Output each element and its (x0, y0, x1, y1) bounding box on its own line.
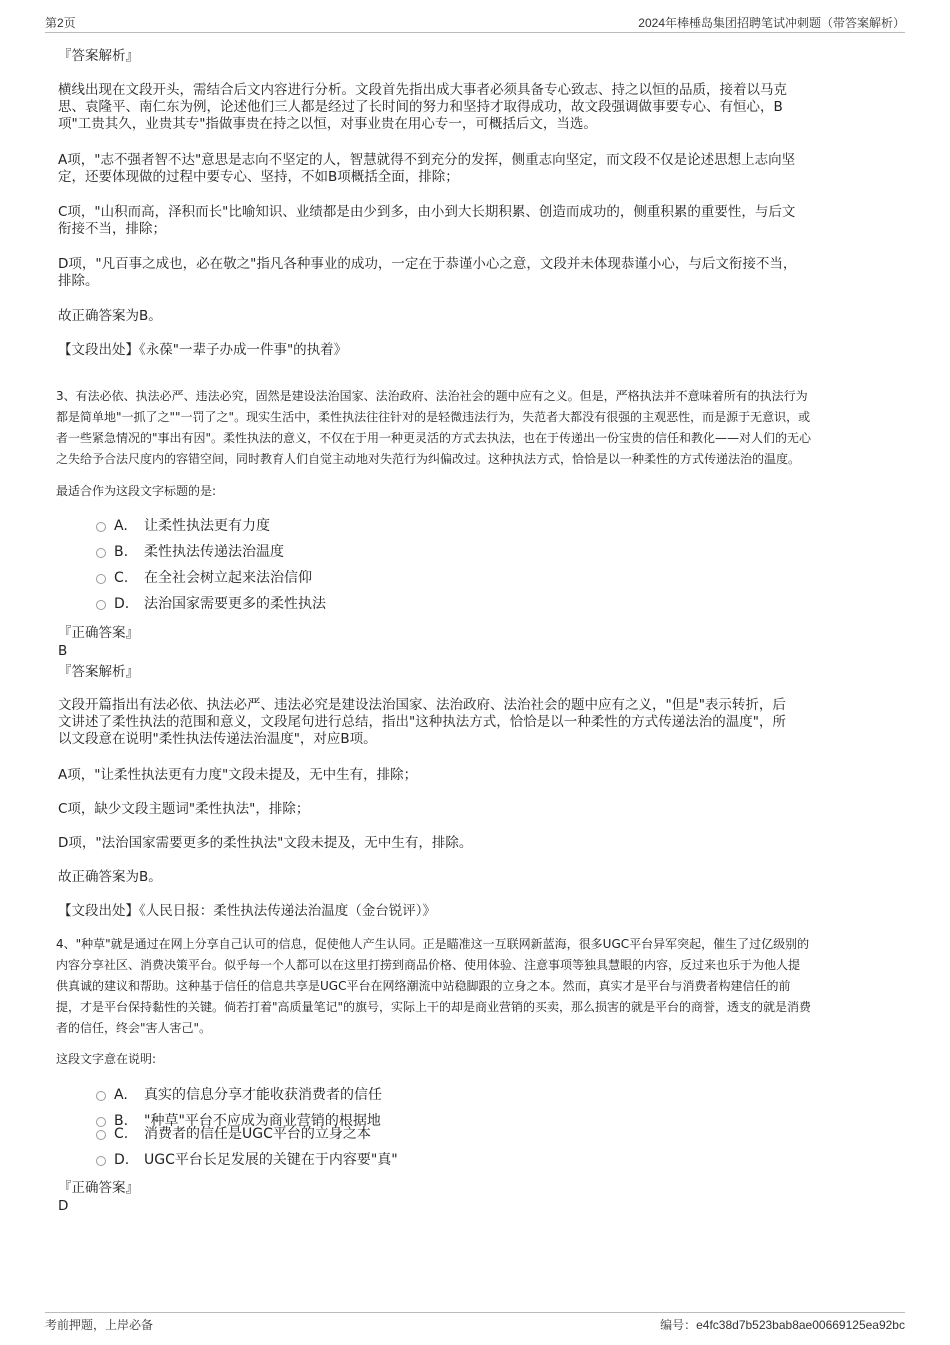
question-4-option-a[interactable] (96, 1086, 382, 1104)
option-d-analysis: D项，"法治国家需要更多的柔性执法"文段未提及，无中生有，排除。 (58, 835, 473, 851)
option-key: A. (114, 1087, 128, 1103)
option-text: UGC平台长足发展的关键在于内容要"真" (144, 1152, 398, 1168)
footer-slogan: 考前押题，上岸必备 (45, 1318, 154, 1332)
text-line: 都是简单地"一抓了之""一罚了之"。现实生活中，柔性执法往往针对的是轻微违法行为，失范者大都没有很强的主观恶性，而是源于无意识，或 (56, 410, 811, 424)
text-line: 4、"种草"就是通过在网上分享自己认可的信息，促使他人产生认同。正是瞄准这一互联网新蓝海，很多UGC平台异军突起，催生了过亿级别的 (56, 937, 810, 951)
page-footer (45, 1312, 905, 1332)
analysis-label: 『答案解析』 (58, 48, 139, 64)
option-text: 柔性执法传递法治温度 (144, 544, 284, 560)
radio-button[interactable] (96, 522, 106, 532)
text-line: C项，"山积而高，泽积而长"比喻知识、业绩都是由少到多，由小到大长期积累、创造而成功的，侧重积累的重要性，与后文 (58, 204, 796, 220)
question-4-prompt: 这段文字意在说明: (56, 1052, 157, 1066)
text-line: 项"工贵其久，业贵其专"指做事贵在持之以恒，对事业贵在用心专一，可概括后文，当选。 (58, 116, 597, 132)
option-text: 在全社会树立起来法治信仰 (144, 570, 312, 586)
analysis-paragraph (58, 697, 898, 748)
option-key: D. (114, 1152, 130, 1168)
text-line: 横线出现在文段开头，需结合后文内容进行分析。文段首先指出成大事者必须具备专心致志、持之以恒的品质，接着以马克 (58, 82, 787, 98)
page-header (45, 14, 905, 33)
text-line: 之失给予合法尺度内的容错空间，同时教育人们自觉主动地对失范行为纠偏改过。这种执法方式，恰恰是以一种柔性的方式传递法治的温度。 (56, 452, 801, 466)
radio-button[interactable] (96, 1091, 106, 1101)
text-line: 者一些紧急情况的"事出有因"。柔性执法的意义，不仅在于用一种更灵活的方式去执法，也在于传递出一份宝贵的信任和教化——对人们的无心 (56, 431, 812, 445)
text-line: 衔接不当，排除； (58, 221, 166, 237)
source-citation: 【文段出处】《永葆"一辈子办成一件事"的执着》 (58, 342, 348, 358)
option-text: 消费者的信任是UGC平台的立身之本 (144, 1126, 371, 1142)
analysis-label: 『答案解析』 (58, 664, 139, 680)
text-line: A项，"志不强者智不达"意思是志向不坚定的人，智慧就得不到充分的发挥，侧重志向坚定，而文段不仅是论述思想上志向坚 (58, 152, 796, 168)
option-key: B. (114, 544, 129, 560)
text-line: 定，还要体现做的过程中要专心、坚持，不如B项概括全面，排除； (58, 169, 459, 185)
source-citation: 【文段出处】《人民日报：柔性执法传递法治温度（金台锐评）》 (58, 903, 436, 919)
text-line: 内容分享社区、消费决策平台。似乎每一个人都可以在这里打捞到商品价格、使用体验、注意事项等独具慧眼的内容，反过来也乐于为他人提 (56, 958, 801, 972)
option-text: 法治国家需要更多的柔性执法 (144, 596, 326, 612)
option-d-analysis (58, 256, 898, 290)
option-key: D. (114, 596, 130, 612)
question-3-prompt: 最适合作为这段文字标题的是: (56, 484, 217, 498)
page-number: 第2页 (45, 16, 76, 30)
question-4-option-c[interactable] (96, 1125, 371, 1143)
text-line: D项，"凡百事之成也，必在敬之"指凡各种事业的成功，一定在于恭谨小心之意，文段并未体现恭谨小心，与后文衔接不当， (58, 256, 797, 272)
option-text: 真实的信息分享才能收获消费者的信任 (144, 1087, 382, 1103)
question-3-option-a[interactable] (96, 517, 270, 535)
answer-label: 『正确答案』 (58, 625, 139, 641)
question-3-option-d[interactable] (96, 595, 326, 613)
question-3-stem (56, 386, 906, 470)
option-text: "种草"平台不应成为商业营销的根据地 (144, 1113, 381, 1129)
option-key: C. (114, 570, 129, 586)
radio-button[interactable] (96, 1130, 106, 1140)
text-line: 供真诚的建议和帮助。这种基于信任的信息共享是UGC平台在网络潮流中站稳脚跟的立身之本。然而，真实才是平台与消费者构建信任的前 (56, 979, 791, 993)
answer-label: 『正确答案』 (58, 1180, 139, 1196)
text-line: 提，才是平台保持黏性的关键。倘若打着"高质量笔记"的旗号，实际上干的却是商业营销的买卖，那么损害的就是平台的商誉，透支的就是消费 (56, 1000, 812, 1014)
option-key: C. (114, 1126, 129, 1142)
question-4-stem (56, 934, 906, 1039)
option-c-analysis (58, 204, 898, 238)
text-line: 者的信任，终会"害人害己"。 (56, 1021, 212, 1035)
analysis-paragraph (58, 82, 898, 133)
option-c-analysis: C项，缺少文段主题词"柔性执法"，排除； (58, 801, 310, 817)
option-a-analysis: A项，"让柔性执法更有力度"文段未提及，无中生有，排除； (58, 767, 418, 783)
option-text: 让柔性执法更有力度 (144, 518, 270, 534)
radio-button[interactable] (96, 1156, 106, 1166)
conclusion: 故正确答案为B。 (58, 869, 162, 885)
document-title: 2024年棒棰岛集团招聘笔试冲刺题（带答案解析） (638, 16, 905, 30)
text-line: 文段开篇指出有法必依、执法必严、违法必究是建设法治国家、法治政府、法治社会的题中应有之义，"但是"表示转折，后 (58, 697, 786, 713)
text-line: 思、袁隆平、南仁东为例，论述他们三人都是经过了长时间的努力和坚持才取得成功，故文段强调做事要专心、有恒心，B (58, 99, 783, 115)
question-3-option-b[interactable] (96, 543, 284, 561)
document-serial: 编号：e4fc38d7b523bab8ae00669125ea92bc (660, 1318, 905, 1332)
text-line: 3、有法必依、执法必严、违法必究，固然是建设法治国家、法治政府、法治社会的题中应有之义。但是，严格执法并不意味着所有的执法行为 (56, 389, 808, 403)
text-line: 以文段意在说明"柔性执法传递法治温度"，对应B项。 (58, 731, 377, 747)
conclusion: 故正确答案为B。 (58, 308, 162, 324)
option-key: B. (114, 1113, 129, 1129)
option-a-analysis (58, 152, 898, 186)
correct-answer: B (58, 643, 68, 659)
radio-button[interactable] (96, 548, 106, 558)
radio-button[interactable] (96, 600, 106, 610)
correct-answer: D (58, 1198, 69, 1214)
text-line: 文讲述了柔性执法的范围和意义，文段尾句进行总结，指出"这种执法方式，恰恰是以一种柔性的方式传递法治的温度"，所 (58, 714, 786, 730)
text-line: 排除。 (58, 273, 99, 289)
radio-button[interactable] (96, 574, 106, 584)
question-4-option-d[interactable] (96, 1151, 398, 1169)
question-3-option-c[interactable] (96, 569, 312, 587)
option-key: A. (114, 518, 128, 534)
